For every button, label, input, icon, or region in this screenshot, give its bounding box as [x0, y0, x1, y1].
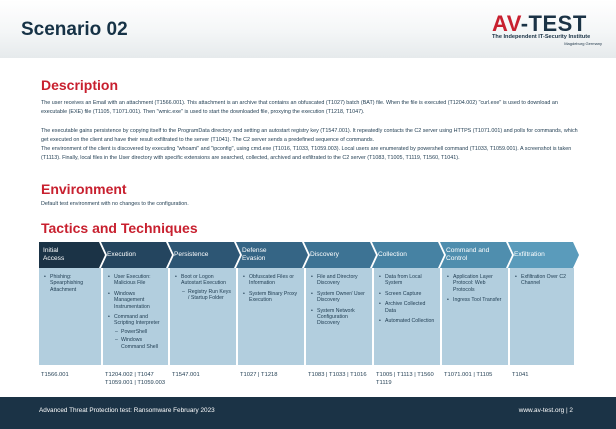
description-paragraph-1: The user receives an Email with an attachment (T1566.001). This attachment is an archive that contains an obfuscated (T1027) batch (BAT) file. When the file is executed (T1204.002) "curl.exe" is used to download an executable (EXE) file (T1105, T1071.001). Then "wmic.exe" is used to start the downloaded file, proxying the execution (T1218, T1047).: [41, 100, 558, 115]
technique-subitem: – Windows Command Shell: [114, 337, 165, 350]
tactic-label: Command and Control: [446, 247, 490, 262]
logo-wordmark: AV-TEST: [492, 11, 587, 36]
technique-column-collection: [374, 268, 440, 365]
technique-item: • System Network Configuration Discovery: [310, 308, 369, 327]
tactics-arrow-row: [39, 242, 579, 268]
technique-item: • Ingress Tool Transfer: [446, 297, 505, 303]
technique-codes-command-and-control: T1071.001 | T1105: [444, 372, 493, 378]
tactic-collection: [374, 242, 436, 268]
technique-subitem: – Registry Run Keys / Startup Folder: [181, 289, 233, 302]
tactic-label: Execution: [107, 251, 136, 258]
tactic-execution: [103, 242, 165, 268]
av-test-logo: [492, 11, 602, 51]
technique-item: • Data from Local System: [378, 274, 437, 287]
technique-item: • System Binary Proxy Execution: [242, 291, 301, 304]
tactic-initial-access: [39, 242, 101, 268]
environment-text: Default test environment with no changes to the configuration.: [41, 201, 189, 207]
technique-subitem: – PowerShell: [114, 329, 165, 335]
technique-column-command-and-control: [442, 268, 508, 365]
tactic-defense-evasion: [238, 242, 300, 268]
logo-place: Magdeburg Germany: [564, 41, 602, 46]
technique-codes-defense-evasion: T1027 | T1218: [240, 372, 278, 378]
tactic-label: Persistence: [174, 251, 209, 258]
tactic-label: Exfiltration: [514, 251, 545, 258]
technique-codes-discovery: T1083 | T1033 | T1016: [308, 372, 367, 378]
description-heading: Description: [41, 77, 119, 93]
tactic-label: Initial Access: [43, 247, 65, 262]
technique-item: • System Owner/ User Discovery: [310, 291, 369, 304]
technique-column-exfiltration: [510, 268, 574, 365]
technique-item: • Command and Scripting Interpreter: [107, 314, 165, 327]
page-title: Scenario 02: [21, 19, 128, 40]
technique-column-persistence: [170, 268, 236, 365]
technique-item: • Obfuscated Files or Information: [242, 274, 301, 287]
page-header: [0, 0, 616, 58]
technique-item: • Phishing: Spearphishing Attachment: [43, 274, 98, 293]
technique-column-execution: [103, 268, 168, 365]
technique-item: • User Execution: Malicious File: [107, 274, 165, 287]
footer-page-link[interactable]: www.av-test.org | 2: [518, 407, 573, 414]
tactic-command-and-control: [442, 242, 504, 268]
technique-item: • Boot or Logon Autostart Execution: [174, 274, 233, 287]
tactic-label: Discovery: [310, 251, 339, 258]
footer-text: Advanced Threat Protection test: Ransomware February 2023: [39, 407, 215, 414]
technique-column-defense-evasion: [238, 268, 304, 365]
tactics-heading: Tactics and Techniques: [41, 220, 198, 236]
technique-item: • Screen Capture: [378, 291, 437, 297]
tactic-label: Defense Evasion: [242, 247, 267, 262]
technique-item: • File and Directory Discovery: [310, 274, 369, 287]
tactic-persistence: [170, 242, 232, 268]
technique-codes-execution: T1204.002 | T1047 T1059.001 | T1059.003: [105, 372, 166, 386]
technique-codes-exfiltration: T1041: [512, 372, 529, 378]
tactic-exfiltration: [510, 242, 572, 268]
page-footer: [0, 397, 616, 429]
technique-item: • Archive Collected Data: [378, 301, 437, 314]
technique-column-discovery: [306, 268, 372, 365]
technique-codes-persistence: T1547.001: [172, 372, 200, 378]
environment-heading: Environment: [41, 181, 127, 197]
description-paragraph-2: The executable gains persistence by copying itself to the ProgramData directory and setting an autostart registry key (T1547.001). It repeatedly contacts the C2 server using HTTPS (T1071.001) and polls for commands, which get executed on the client and have their result exfiltrated to the server (T1041). The C2 server sends a predefined sequence of commands.: [41, 128, 578, 143]
technique-item: • Automated Collection: [378, 318, 437, 324]
logo-tagline: The Independent IT-Security Institute: [492, 34, 591, 40]
tactic-discovery: [306, 242, 368, 268]
technique-column-initial-access: [39, 268, 101, 365]
technique-item: • Application Layer Protocol: Web Protocols: [446, 274, 505, 293]
technique-codes-collection: T1005 | T1113 | T1560 T1119: [376, 372, 434, 386]
technique-item: • Exfiltration Over C2 Channel: [514, 274, 571, 287]
description-paragraph-3: The environment of the client is discovered by executing "whoami" and "ipconfig", using cmd.exe (T1016, T1033, T1059.003). Local users are enumerated by powershell command (T1033, T1059.001). A screenshot is taken (T1113). Finally, local files in the User directory with specific extensions are searched, collected, archived and exfiltrated to the C2 server (T1083, T1005, T1119, T1560, T1041).: [41, 146, 572, 161]
tactic-label: Collection: [378, 251, 407, 258]
technique-codes-initial-access: T1566.001: [41, 372, 69, 378]
technique-item: • Windows Management Instrumentation: [107, 291, 165, 310]
